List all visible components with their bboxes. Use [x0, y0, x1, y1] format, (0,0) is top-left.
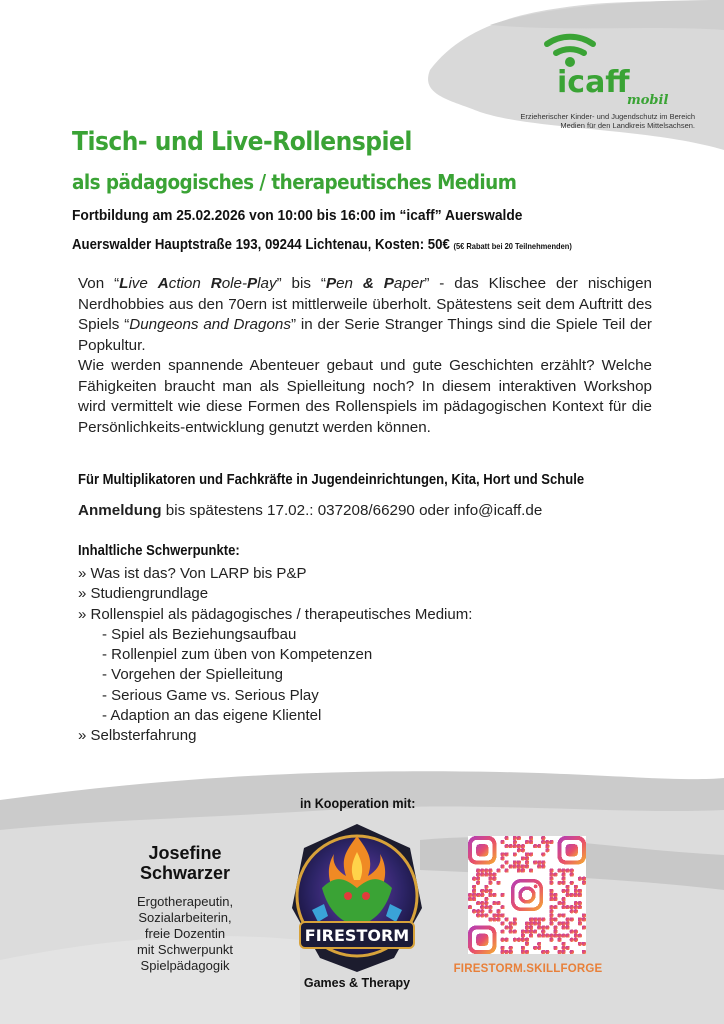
page-title: Tisch- und Live-Rollenspiel: [72, 127, 412, 157]
list-item: » Selbsterfahrung: [78, 727, 197, 745]
list-subitem: - Rollenpiel zum üben von Kompetenzen: [102, 646, 373, 664]
list-subitem: - Spiel als Beziehungsaufbau: [102, 625, 297, 643]
firestorm-name: FIRESTORM: [304, 926, 410, 945]
page-subtitle: als pädagogisches / therapeutisches Medium: [72, 170, 517, 194]
list-item: » Rollenspiel als pädagogisches / therapeutisches Medium:: [78, 605, 473, 623]
list-item: » Was ist das? Von LARP bis P&P: [78, 565, 307, 582]
list-subitem: - Serious Game vs. Serious Play: [102, 686, 319, 704]
instagram-handle: FIRESTORM.SKILLFORGE: [453, 963, 603, 975]
logo-text: icaff: [557, 65, 630, 100]
registration-line: Anmeldung bis spätestens 17.02.: 037208/66290 oder info@icaff.de: [78, 502, 543, 519]
cooperation-heading: in Kooperation mit:: [300, 795, 416, 811]
target-audience: Für Multiplikatoren und Fachkräfte in Jugendeinrichtungen, Kita, Hort und Schule: [78, 472, 585, 488]
content-section-title: Inhaltliche Schwerpunkte:: [78, 543, 240, 559]
content-list: [78, 564, 472, 747]
list-subitem: - Vorgehen der Spielleitung: [102, 666, 283, 684]
icaff-logo: [535, 18, 685, 113]
person-description: Ergotherapeutin, Sozialarbeiterin, freie Dozentin mit Schwerpunkt Spielpädagogik: [136, 894, 234, 973]
firestorm-logo: [282, 818, 432, 978]
person-name: Josefine Schwarzer: [139, 843, 231, 883]
wifi-icon: [547, 37, 593, 53]
list-subitem: - Adaption an das eigene Klientel: [102, 707, 322, 725]
list-item: » Studiengrundlage: [78, 585, 209, 603]
event-date-line: Fortbildung am 25.02.2026 von 10:00 bis 16:00 im “icaff” Auerswalde: [72, 207, 523, 224]
discount-note: (5€ Rabatt bei 20 Teilnehmenden): [453, 241, 572, 251]
logo-tagline: Erzieherischer Kinder- und Jugendschutz im Bereich Medien für den Landkreis Mittelsachsen.: [520, 112, 695, 130]
address-cost-line: Auerswalder Hauptstraße 193, 09244 Lichtenau, Kosten: 50€ (5€ Rabatt bei 20 Teilnehmenden): [72, 236, 572, 253]
instagram-qr-code[interactable]: [468, 836, 586, 954]
logo-mobil: mobil: [627, 93, 669, 108]
firestorm-subtitle: Games & Therapy: [303, 976, 411, 990]
intro-text: Von “Live Action Role-Play” bis “Pen & Paper” - das Klischee der nischigen Nerdhobbies aus den 70ern ist mittlerweile überholt. Spätestens seit dem Auftritt des Spiels “Dungeons and Dragons” in der Serie Stranger Things sind die Spiele Teil der Popkultur. Wie werden spannende Abenteuer gebaut und gute Geschichten erzählt? Welche Fähigkeiten braucht man als Spielleitung noch? In diesem interaktiven Workshop wird vermittelt wie diese Formen des Rollenspiels im pädagogischen Kontext für die Persönlichkeits-entwicklung genutzt werden können.: [78, 275, 652, 436]
